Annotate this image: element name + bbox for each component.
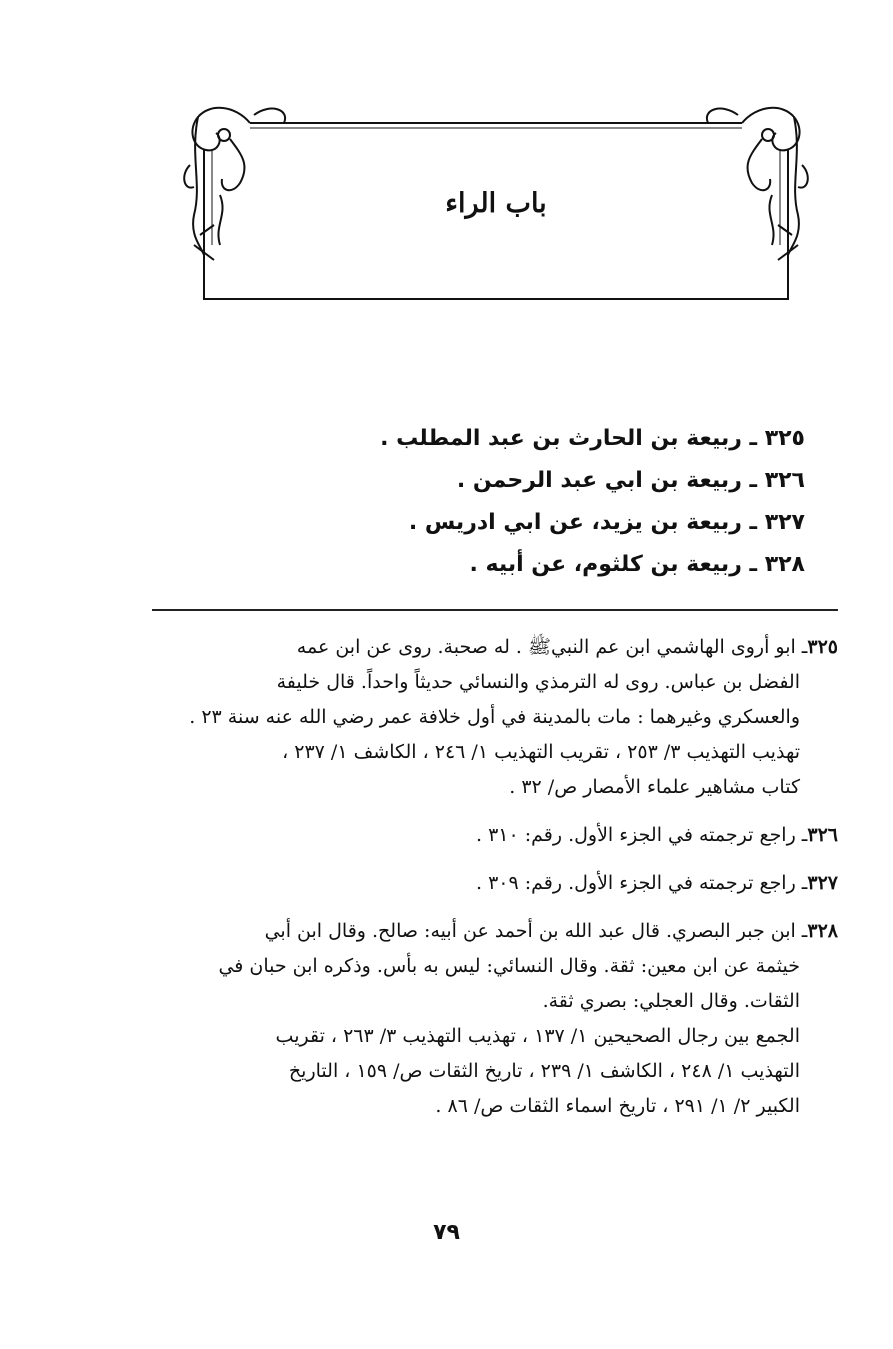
footnote-text: ـ ابو أروى الهاشمي ابن عم النبيﷺ . له صحبة. روى عن ابن عمه: [296, 636, 808, 658]
footnote-divider: [152, 609, 838, 611]
footnote-text: ـ راجع ترجمته في الجزء الأول. رقم: ٣٠٩ .: [475, 872, 808, 894]
footnote-text: الثقات. وقال العجلي: بصري ثقة.: [542, 990, 800, 1012]
footnote-text: خيثمة عن ابن معين: ثقة. وقال النسائي: ليس به بأس. وذكره ابن حبان في: [218, 955, 800, 977]
page-number: ٧٩: [433, 1220, 460, 1245]
list-item: ٣٢٦ ـ ربيعة بن ابي عبد الرحمن .: [456, 468, 805, 493]
footnote-number: ٣٢٧: [807, 872, 838, 894]
entry-list: [245, 418, 805, 586]
footnote-text: الكبير ٢/ ١/ ٢٩١ ، تاريخ اسماء الثقات ص/ ٨٦ .: [435, 1095, 800, 1117]
footnote-number: ٣٢٥: [807, 636, 838, 658]
footnote-text: تهذيب التهذيب ٣/ ٢٥٣ ، تقريب التهذيب ١/ ٢٤٦ ، الكاشف ١/ ٢٣٧ ،: [282, 741, 800, 763]
footnote-text: كتاب مشاهير علماء الأمصار ص/ ٣٢ .: [509, 776, 800, 798]
footnote-number: ٣٢٦: [807, 824, 838, 846]
list-item: ٣٢٥ ـ ربيعة بن الحارث بن عبد المطلب .: [380, 426, 805, 451]
footnote-text: ـ ابن جبر البصري. قال عبد الله بن أحمد عن أبيه: صالح. وقال ابن أبي: [264, 920, 808, 942]
footnote-text: التهذيب ١/ ٢٤٨ ، الكاشف ١/ ٢٣٩ ، تاريخ الثقات ص/ ١٥٩ ، التاريخ: [288, 1060, 800, 1082]
list-item: ٣٢٨ ـ ربيعة بن كلثوم، عن أبيه .: [469, 552, 805, 577]
footnotes: [138, 630, 838, 1137]
footnote-325: [138, 630, 838, 805]
footnote-text: الفضل بن عباس. روى له الترمذي والنسائي حديثاً واحداً. قال خليفة: [276, 671, 800, 693]
footnote-328: [138, 914, 838, 1124]
footnote-327: [138, 866, 838, 901]
footnote-326: [138, 818, 838, 853]
footnote-number: ٣٢٨: [807, 920, 838, 942]
footnote-text: والعسكري وغيرهما : مات بالمدينة في أول خلافة عمر رضي الله عنه سنة ٢٣ .: [189, 706, 800, 728]
footnote-text: الجمع بين رجال الصحيحين ١/ ١٣٧ ، تهذيب التهذيب ٣/ ٢٦٣ ، تقريب: [275, 1025, 800, 1047]
chapter-title: باب الراء: [445, 188, 547, 219]
footnote-text: ـ راجع ترجمته في الجزء الأول. رقم: ٣١٠ .: [475, 824, 808, 846]
list-item: ٣٢٧ ـ ربيعة بن يزيد، عن ابي ادريس .: [408, 510, 805, 535]
